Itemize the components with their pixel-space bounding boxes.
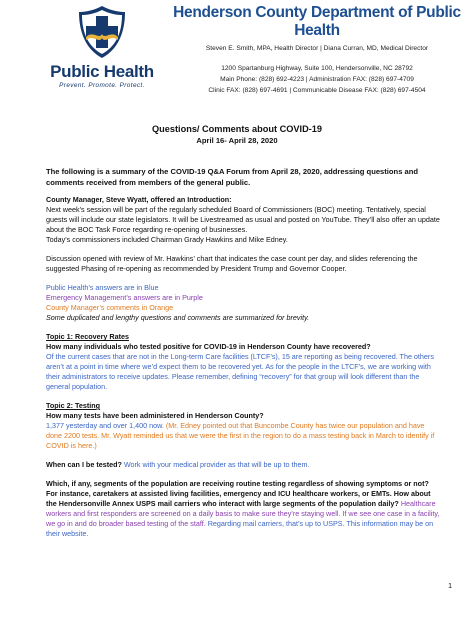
fax-line: Clinic FAX: (828) 697-4691 | Communicable Disease FAX: (828) 697-4504 — [208, 87, 426, 94]
document-dates: April 16- April 28, 2020 — [196, 136, 278, 145]
address-line: 1200 Spartanburg Highway, Suite 100, Hendersonville, NC 28792 — [221, 65, 413, 72]
topic2-question: How many tests have been administered in Henderson County? — [46, 411, 264, 420]
logo-title: Public Health — [50, 62, 154, 81]
page-number: 1 — [448, 583, 452, 590]
legend-county-manager: County Manager’s comments in Orange — [46, 303, 174, 312]
when-tested-answer: Work with your medical provider as that will be up to them. — [123, 460, 310, 469]
document-title: Questions/ Comments about COVID-19 — [152, 124, 322, 134]
topic1-heading: Topic 1: Recovery Rates — [46, 332, 129, 341]
segments-question: Which, if any, segments of the population are receiving routine testing regardless of showing symptoms or not? For instance, caretakers at assisted living facilities, emergency and ICU healthcare workers, or EMTs. How about the Hendersonville Annex USPS mail carriers who interact with large segments of the population daily? — [46, 479, 431, 508]
discussion-paragraph: Discussion opened with review of Mr. Hawkins’ chart that indicates the case count per day, and slides referencing the suggested Phasing of re-opening as recommended by President Trump and Governor Cooper. — [46, 254, 418, 273]
topic2-answer — [46, 421, 442, 451]
public-health-logo — [50, 4, 154, 112]
letterhead — [160, 0, 474, 96]
topic1-answer: Of the current cases that are not in the Long-term Care facilities (LTCF’s), 15 are reporting as being recovered. The others aren’t at a point in time where we’d expect them to be recovered yet. As for the people in the LTCF’s, we are working with their administrators to receive updates. Please remember, defining “recovery” for that group will look different than the general population. — [46, 352, 434, 391]
logo-tagline: Prevent. Promote. Protect. — [59, 82, 145, 89]
legend-note: Some duplicated and lengthy questions and comments are summarized for brevity. — [46, 313, 310, 322]
legend-public-health: Public Health’s answers are in Blue — [46, 283, 159, 292]
phone-line: Main Phone: (828) 692-4223 | Administration FAX: (828) 697-4709 — [220, 76, 414, 83]
org-title: Henderson County Department of Public Health — [173, 4, 461, 39]
document-body — [46, 166, 442, 539]
when-tested-question: When can I be tested? — [46, 460, 122, 469]
segments-answer-public-health: Regarding mail carriers, that’s up to USPS. This information may be on their website. — [46, 519, 434, 538]
county-manager-paragraph: Next week’s session will be part of the regularly scheduled Board of Commissioners (BOC) meeting. Tentatively, special guests will include our state legislators. It will be Livestreamed as usual and posted on YouTube. They’ll also offer an update about the BOC Task Force regarding re-opening of businesses. — [46, 205, 440, 234]
public-health-cross-icon — [77, 4, 127, 60]
intro-paragraph: The following is a summary of the COVID-19 Q&A Forum from April 28, 2020, addressing questions and comments received from members of the general public. — [46, 167, 419, 187]
segments-answer-emergency-management: Healthcare workers and first responders are screened on a daily basis to make sure they’re staying well. If we see one case in a facility, we go in and do broader based testing of the staff. — [46, 499, 440, 528]
county-manager-heading: County Manager, Steve Wyatt, offered an Introduction: — [46, 195, 232, 204]
staff-line: Steven E. Smith, MPA, Health Director | Diana Curran, MD, Medical Director — [205, 45, 429, 52]
commissioners-line: Today’s commissioners included Chairman Grady Hawkins and Mike Edney. — [46, 235, 288, 244]
topic1-question: How many individuals who tested positive for COVID-19 in Henderson County have recovered? — [46, 342, 371, 351]
topic2-heading: Topic 2: Testing — [46, 401, 101, 410]
topic2-answer-county-manager: (Mr. Edney pointed out that Buncombe County has twice our population and have done 2200 tests. Mr. Wyatt reminded us that we were the first in the region to do a mass testing back in March to identify if COVID is here.) — [46, 421, 435, 450]
topic2-answer-public-health: 1,377 yesterday and over 1,400 now. — [46, 421, 164, 430]
segments-qa — [46, 479, 442, 539]
when-tested-qa — [46, 460, 442, 470]
legend-emergency-management: Emergency Management’s answers are in Purple — [46, 293, 203, 302]
